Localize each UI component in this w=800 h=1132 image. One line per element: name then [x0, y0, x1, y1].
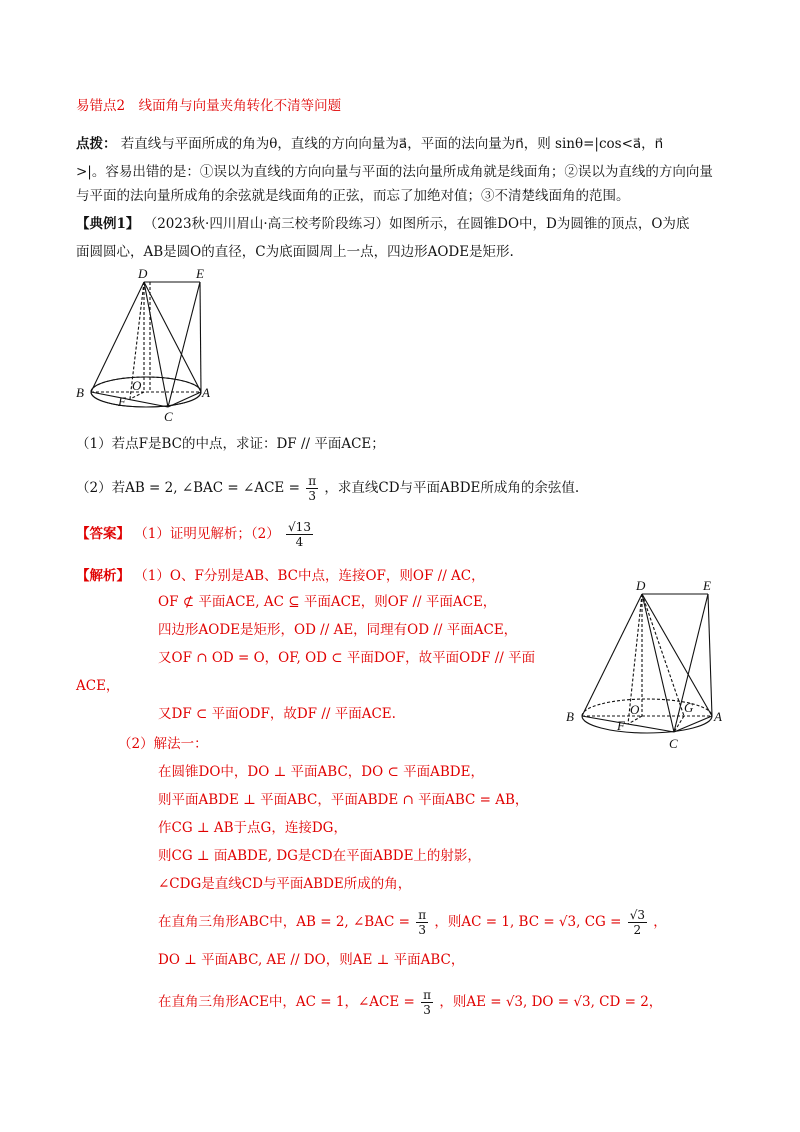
- segment2-dg: [642, 594, 684, 716]
- edge2-dc: [642, 594, 674, 732]
- s2l6-fraction-1: [416, 908, 428, 937]
- solution2-line-6: [158, 908, 667, 937]
- edge2-db: [582, 594, 642, 716]
- tip-label: 点拨：: [76, 136, 117, 152]
- s2l6-mid: ，则AC = 1, BC = √3, CG =: [434, 914, 622, 930]
- example-line-2: 面圆圆心，AB是圆O的直径，C为底面圆周上一点，四边形AODE是矩形.: [76, 244, 514, 260]
- solution-line-3: 四边形AODE是矩形，OD // AE，同理有OD // 平面ACE，: [158, 622, 518, 638]
- label2-o: O: [630, 702, 640, 717]
- label-b: B: [76, 385, 84, 400]
- solution-line-2: OF ⊄ 平面ACE, AC ⊆ 平面ACE，则OF // 平面ACE，: [158, 594, 497, 610]
- label2-d: D: [636, 578, 646, 593]
- example-label: 【典例1】: [76, 216, 140, 232]
- answer-frac-den: 4: [295, 535, 304, 549]
- s2l6-pre: 在直角三角形ABC中，AB = 2, ∠BAC =: [158, 914, 410, 930]
- answer-label: 【答案】: [76, 526, 130, 542]
- label2-c: C: [669, 736, 678, 751]
- s2l6-frac1-num: π: [418, 908, 427, 922]
- label2-e: E: [703, 578, 711, 593]
- solution2-line-8: [158, 988, 662, 1017]
- answer-text: （1）证明见解析；（2）: [134, 526, 280, 542]
- label-o: O: [132, 378, 142, 393]
- label2-g: G: [684, 700, 694, 715]
- q2-post: ，求直线CD与平面ABDE所成角的余弦值.: [324, 480, 580, 496]
- section-title: 易错点2 线面角与向量夹角转化不清等问题: [76, 98, 342, 114]
- label2-f: F: [617, 718, 625, 733]
- question-2: [76, 474, 579, 503]
- solution-line-6: 又DF ⊂ 平面ODF，故DF // 平面ACE.: [158, 706, 396, 722]
- s2l6-frac1-den: 3: [418, 923, 426, 937]
- label2-b: B: [566, 709, 574, 724]
- solution-label: 【解析】: [76, 568, 130, 584]
- q2-frac-den: 3: [308, 489, 316, 503]
- answer-fraction: [286, 520, 313, 549]
- tip-text-1: 若直线与平面所成的角为θ，直线的方向向量为a⃗，平面的法向量为n⃗，则 sinθ=|cos<a⃗，n⃗: [120, 136, 664, 152]
- label-d: D: [138, 266, 148, 281]
- edge-ec: [168, 282, 200, 407]
- edge-ea: [200, 282, 201, 392]
- solution2-line-4: 则CG ⊥ 面ABDE, DG是CD在平面ABDE上的射影，: [158, 848, 481, 864]
- answer-line: [76, 520, 315, 549]
- solution-text-1: （1）O、F分别是AB、BC中点，连接OF，则OF // AC，: [134, 568, 485, 584]
- s2l8-frac-den: 3: [423, 1003, 431, 1017]
- label-a: A: [202, 385, 210, 400]
- q2-frac-num: π: [308, 474, 317, 488]
- s2l8-fraction: [421, 988, 433, 1017]
- s2l8-frac-num: π: [423, 988, 432, 1002]
- s2l6-post: ，: [653, 914, 667, 930]
- question-1: （1）若点F是BC的中点，求证：DF // 平面ACE；: [76, 436, 385, 452]
- edge-ca: [168, 392, 201, 407]
- solution-line-5: ACE，: [76, 678, 120, 694]
- tip-line-3: 与平面的法向量所成角的余弦就是线面角的正弦，而忘了加绝对值；③不清楚线面角的范围。: [76, 188, 630, 204]
- solution2-line-7: DO ⊥ 平面ABC, AE // DO，则AE ⊥ 平面ABC，: [158, 952, 465, 968]
- solution2-line-3: 作CG ⊥ AB于点G，连接DG，: [158, 820, 347, 836]
- tip-line-2: >|。容易出错的是：①误以为直线的方向向量与平面的法向量所成角就是线面角；②误以为直线的方向向量: [76, 164, 713, 180]
- s2l8-post: ，则AE = √3, DO = √3, CD = 2，: [439, 994, 663, 1010]
- label2-a: A: [714, 709, 722, 724]
- edge-da: [144, 282, 201, 392]
- edge2-ca: [674, 716, 712, 732]
- example-line-1: [76, 214, 689, 234]
- label-f: F: [118, 394, 126, 409]
- cone-figure-2: [562, 574, 732, 754]
- tip-line-1: [76, 134, 663, 154]
- solution2-line-5: ∠CDG是直线CD与平面ABDE所成的角，: [158, 876, 412, 892]
- segment-of: [130, 392, 144, 399]
- edge-db: [91, 282, 144, 392]
- edge-bc: [91, 392, 168, 407]
- segment2-of: [628, 716, 642, 724]
- edge-dc: [144, 282, 168, 407]
- s2l8-pre: 在直角三角形ACE中，AC = 1，∠ACE =: [158, 994, 415, 1010]
- q2-fraction: [306, 474, 318, 503]
- answer-frac-num: √13: [288, 520, 311, 534]
- s2l6-frac2-den: 2: [633, 923, 642, 937]
- edge2-da: [642, 594, 712, 716]
- q2-pre: （2）若AB = 2, ∠BAC = ∠ACE =: [76, 480, 300, 496]
- s2l6-fraction-2: [628, 908, 647, 937]
- s2l6-frac2-num: √3: [629, 908, 645, 922]
- solution-line-4: 又OF ∩ OD = O，OF, OD ⊂ 平面DOF，故平面ODF // 平面: [158, 650, 536, 666]
- label-c: C: [164, 409, 173, 424]
- solution2-head: （2）解法一：: [118, 736, 208, 752]
- example-text-1: （2023秋·四川眉山·高三校考阶段练习）如图所示，在圆锥DO中，D为圆锥的顶点，O为底: [143, 216, 690, 232]
- label-e: E: [196, 266, 204, 281]
- base-ellipse-back: [91, 377, 201, 392]
- cone-figure-1: [74, 264, 214, 424]
- solution2-line-1: 在圆锥DO中，DO ⊥ 平面ABC，DO ⊂ 平面ABDE，: [158, 764, 484, 780]
- solution-line-1: [76, 566, 485, 586]
- solution2-line-2: 则平面ABDE ⊥ 平面ABC，平面ABDE ∩ 平面ABC = AB，: [158, 792, 529, 808]
- edge2-ea: [708, 594, 712, 716]
